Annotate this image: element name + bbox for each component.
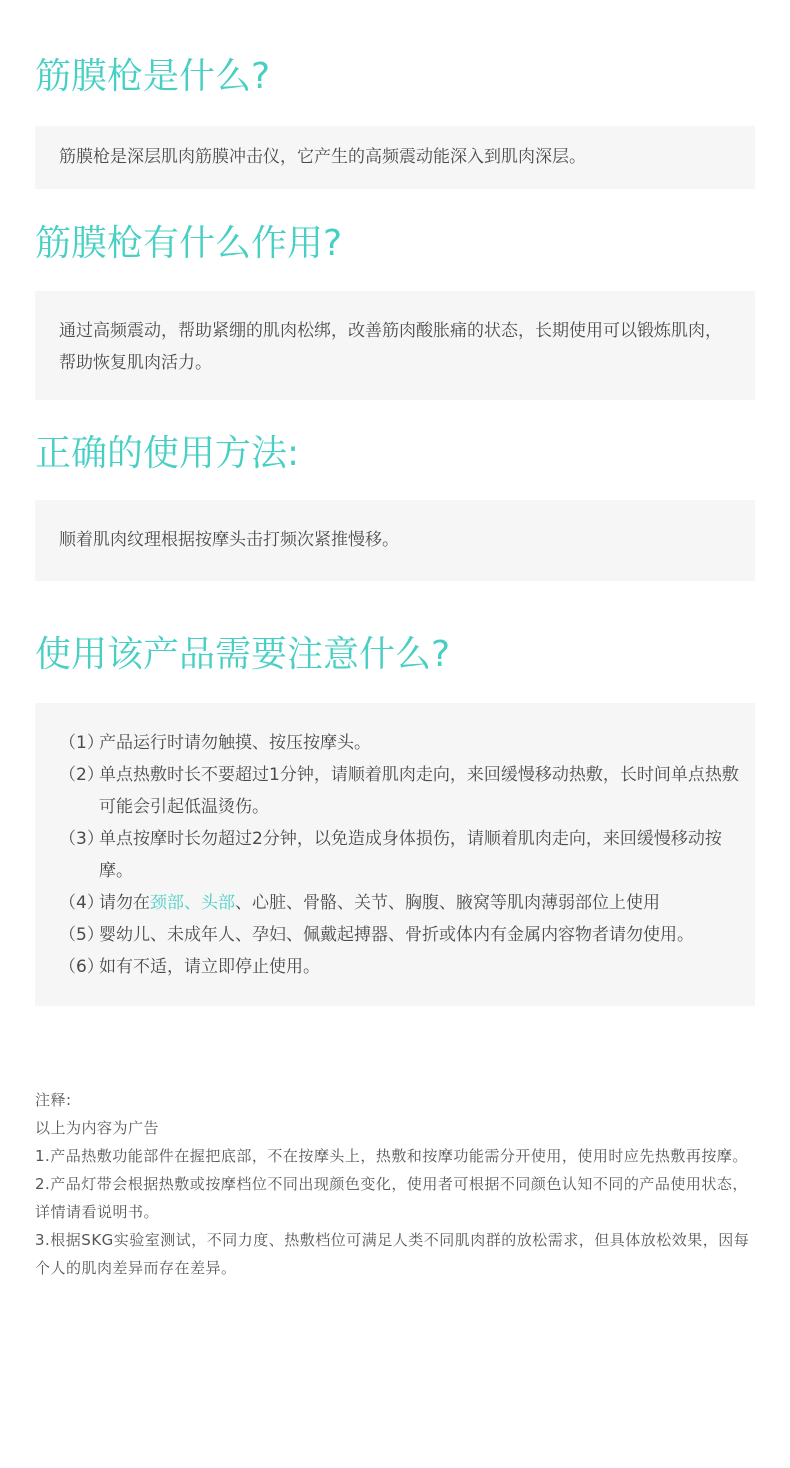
notice-number: （3） xyxy=(59,829,104,849)
notice-number: （1） xyxy=(59,733,104,753)
notice-item-2 xyxy=(59,759,745,823)
notice-item-1 xyxy=(59,727,745,759)
info-box-function xyxy=(35,291,755,400)
notice-text-post: 、心脏、骨骼、关节、胸腹、腋窝等肌肉薄弱部位上使用 xyxy=(235,893,660,913)
info-box-usage xyxy=(35,500,755,581)
notice-item-3 xyxy=(59,823,745,887)
notice-text: 单点按摩时长勿超过2分钟，以免造成身体损伤，请顺着肌肉走向，来回缓慢移动按摩。 xyxy=(99,829,722,881)
notice-number: （2） xyxy=(59,765,104,785)
section-heading-what: 筋膜枪是什么? xyxy=(35,56,271,97)
notice-text: 产品运行时请勿触摸、按压按摩头。 xyxy=(99,733,371,753)
notice-highlight: 颈部、头部 xyxy=(150,893,235,913)
notice-item-4 xyxy=(59,887,745,919)
info-box-what xyxy=(35,126,755,189)
footnote-line: 以上为内容为广告 xyxy=(35,1119,160,1137)
footnotes xyxy=(35,1086,755,1282)
notice-item-6 xyxy=(59,951,745,983)
notice-list xyxy=(59,727,745,983)
notice-text-pre: 请勿在 xyxy=(99,893,150,913)
footnote-line: 2.产品灯带会根据热敷或按摩档位不同出现颜色变化，使用者可根据不同颜色认知不同的产品使用状态，详情请看说明书。 xyxy=(35,1175,748,1221)
notice-text: 如有不适，请立即停止使用。 xyxy=(99,957,320,977)
notice-box xyxy=(35,703,755,1006)
section-heading-usage: 正确的使用方法: xyxy=(35,433,300,474)
notice-item-5 xyxy=(59,919,745,951)
notice-number: （4） xyxy=(59,893,104,913)
footnote-line: 3.根据SKG实验室测试，不同力度、热敷档位可满足人类不同肌肉群的放松需求，但具体放松效果，因每个人的肌肉差异而存在差异。 xyxy=(35,1231,750,1277)
footnotes-title: 注释: xyxy=(35,1091,72,1109)
info-text-usage: 顺着肌肉纹理根据按摩头击打频次紧推慢移。 xyxy=(59,530,399,550)
section-heading-function: 筋膜枪有什么作用? xyxy=(35,223,343,264)
info-text-what: 筋膜枪是深层肌肉筋膜冲击仪，它产生的高频震动能深入到肌肉深层。 xyxy=(59,147,586,167)
notice-text: 单点热敷时长不要超过1分钟，请顺着肌肉走向，来回缓慢移动热敷，长时间单点热敷可能会引起低温烫伤。 xyxy=(99,765,739,817)
section-heading-notice: 使用该产品需要注意什么? xyxy=(35,634,451,675)
notice-number: （5） xyxy=(59,925,104,945)
footnote-line: 1.产品热敷功能部件在握把底部，不在按摩头上，热敷和按摩功能需分开使用，使用时应先热敷再按摩。 xyxy=(35,1147,748,1165)
notice-text: 婴幼儿、未成年人、孕妇、佩戴起搏器、骨折或体内有金属内容物者请勿使用。 xyxy=(99,925,694,945)
info-text-function: 通过高频震动，帮助紧绷的肌肉松绑，改善筋肉酸胀痛的状态，长期使用可以锻炼肌肉，帮助恢复肌肉活力。 xyxy=(59,321,722,373)
notice-number: （6） xyxy=(59,957,104,977)
